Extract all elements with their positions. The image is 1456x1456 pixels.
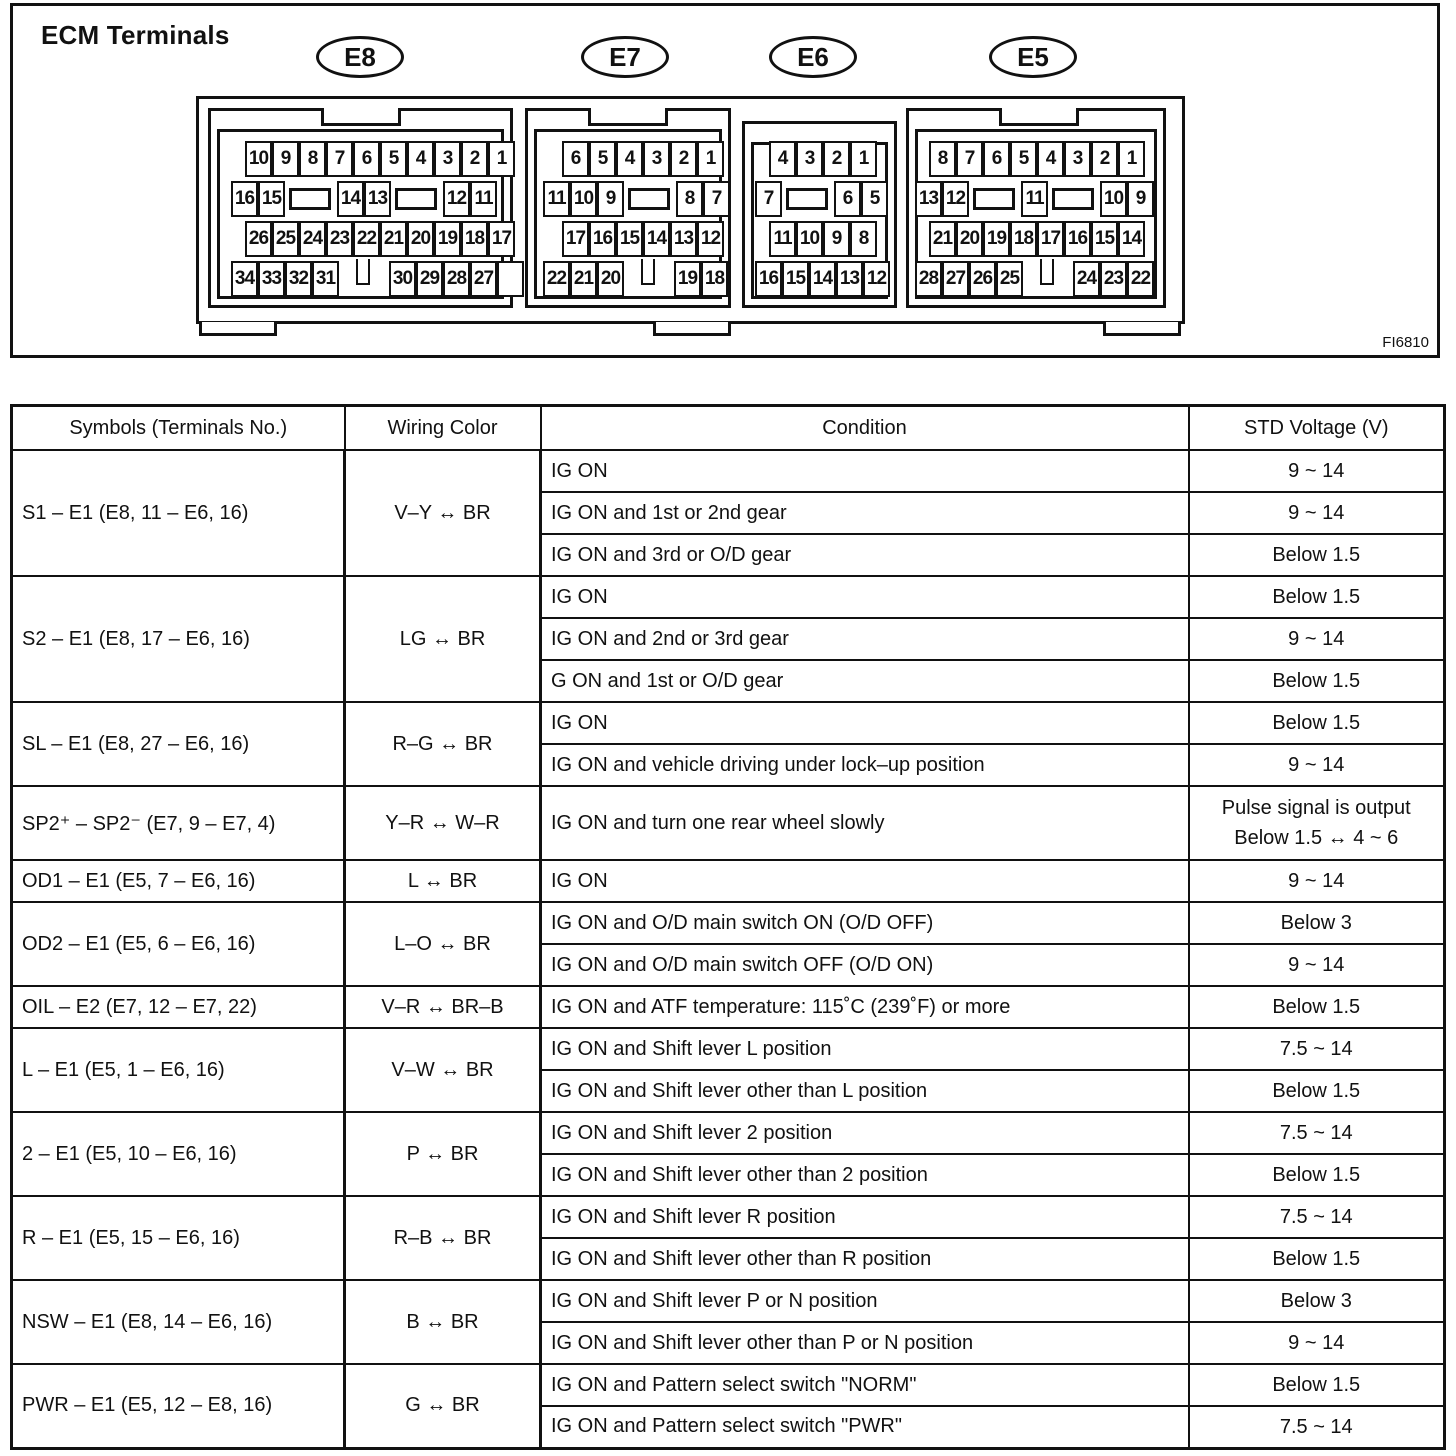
condition: IG ON and O/D main switch ON (O/D OFF): [541, 902, 1189, 944]
wiring-color: LG ↔ BR: [345, 576, 541, 702]
std-voltage: Below 3: [1189, 902, 1445, 944]
terminal-pin: 2: [823, 141, 850, 177]
connector-label-e6: E6: [769, 36, 857, 78]
condition: IG ON and 2nd or 3rd gear: [541, 618, 1189, 660]
std-voltage: 7.5 ~ 14: [1189, 1196, 1445, 1238]
terminal-pin: 5: [1010, 141, 1037, 177]
terminal-pin: 8: [676, 181, 703, 217]
terminal-pin: 8: [929, 141, 956, 177]
terminal-pin: 18: [701, 261, 728, 297]
terminal-pin: 7: [703, 181, 730, 217]
std-voltage: Below 1.5: [1189, 1154, 1445, 1196]
terminal-pin: 13: [836, 261, 863, 297]
terminal-pin: 23: [1100, 261, 1127, 297]
terminal-pin: 10: [1100, 181, 1127, 217]
std-voltage: 7.5 ~ 14: [1189, 1112, 1445, 1154]
table-row: [12, 576, 1445, 618]
std-voltage: 9 ~ 14: [1189, 450, 1445, 492]
terminal-pin: 20: [597, 261, 624, 297]
wiring-color: V–Y ↔ BR: [345, 450, 541, 576]
terminal-pin: 11: [470, 181, 497, 217]
terminal-symbol: S1 – E1 (E8, 11 – E6, 16): [12, 450, 345, 576]
condition: IG ON and Shift lever P or N position: [541, 1280, 1189, 1322]
connector-key-slot: [786, 188, 828, 210]
terminal-pin: 4: [769, 141, 796, 177]
terminal-pin: 26: [969, 261, 996, 297]
connector-e7: [525, 108, 731, 308]
wiring-color: G ↔ BR: [345, 1364, 541, 1448]
terminal-pin: 9: [823, 221, 850, 257]
terminal-symbol: R – E1 (E5, 15 – E6, 16): [12, 1196, 345, 1280]
diagram-title: ECM Terminals: [41, 20, 230, 50]
wiring-color: L ↔ BR: [345, 860, 541, 902]
terminal-symbol: SL – E1 (E8, 27 – E6, 16): [12, 702, 345, 786]
wiring-color: B ↔ BR: [345, 1280, 541, 1364]
terminal-pin: 5: [861, 181, 888, 217]
terminal-pin: 16: [1064, 221, 1091, 257]
std-voltage: Below 1.5: [1189, 660, 1445, 702]
std-voltage: Below 1.5: [1189, 576, 1445, 618]
terminal-pin: 11: [769, 221, 796, 257]
std-voltage: 9 ~ 14: [1189, 492, 1445, 534]
terminal-pin: 10: [796, 221, 823, 257]
terminal-pin: 20: [956, 221, 983, 257]
terminal-pin: 12: [863, 261, 890, 297]
terminal-pin: 19: [983, 221, 1010, 257]
condition: IG ON and Shift lever other than 2 position: [541, 1154, 1189, 1196]
terminal-pin: 6: [562, 141, 589, 177]
terminal-pin: 16: [231, 181, 258, 217]
connector-lock-notch: [641, 259, 655, 285]
condition: IG ON: [541, 576, 1189, 618]
terminal-pin: 9: [272, 141, 299, 177]
terminal-pin: 11: [1021, 181, 1048, 217]
terminal-pin: 3: [643, 141, 670, 177]
condition: IG ON and O/D main switch OFF (O/D ON): [541, 944, 1189, 986]
terminal-pin: 13: [915, 181, 942, 217]
wiring-color: L–O ↔ BR: [345, 902, 541, 986]
terminal-pin: 25: [996, 261, 1023, 297]
table-row: [12, 1028, 1445, 1070]
terminal-pin: 14: [643, 221, 670, 257]
terminal-symbol: S2 – E1 (E8, 17 – E6, 16): [12, 576, 345, 702]
terminal-pin: 22: [353, 221, 380, 257]
terminal-pin: 18: [461, 221, 488, 257]
table-row: [12, 786, 1445, 860]
header-symbols: Symbols (Terminals No.): [12, 406, 345, 451]
terminal-pin: 29: [416, 261, 443, 297]
std-voltage: 9 ~ 14: [1189, 744, 1445, 786]
header-condition: Condition: [541, 406, 1189, 451]
wiring-color: R–B ↔ BR: [345, 1196, 541, 1280]
terminal-pin: 3: [796, 141, 823, 177]
terminal-pin: 24: [1073, 261, 1100, 297]
condition: IG ON: [541, 702, 1189, 744]
terminal-symbol: L – E1 (E5, 1 – E6, 16): [12, 1028, 345, 1112]
terminal-pin: 5: [380, 141, 407, 177]
std-voltage: 7.5 ~ 14: [1189, 1028, 1445, 1070]
terminal-pin: 32: [285, 261, 312, 297]
std-voltage: Below 1.5: [1189, 534, 1445, 576]
condition: G ON and 1st or O/D gear: [541, 660, 1189, 702]
terminal-pin: 34: [231, 261, 258, 297]
std-voltage: Below 1.5: [1189, 1238, 1445, 1280]
terminal-pin: 24: [299, 221, 326, 257]
terminal-pin: 15: [1091, 221, 1118, 257]
wiring-color: R–G ↔ BR: [345, 702, 541, 786]
terminal-spec-table: [10, 404, 1446, 1450]
terminal-pin: 21: [570, 261, 597, 297]
terminal-pin: 21: [929, 221, 956, 257]
terminal-pin: 6: [983, 141, 1010, 177]
terminal-pin: 20: [407, 221, 434, 257]
terminal-pin: 13: [670, 221, 697, 257]
connector-label-e8: E8: [316, 36, 404, 78]
terminal-pin: 10: [570, 181, 597, 217]
terminal-pin: 31: [312, 261, 339, 297]
terminal-pin: 33: [258, 261, 285, 297]
terminal-pin: 15: [258, 181, 285, 217]
terminal-pin: 14: [1118, 221, 1145, 257]
table-row: [12, 1280, 1445, 1322]
connector-key-slot: [628, 188, 670, 210]
terminal-pin: 14: [337, 181, 364, 217]
terminal-pin: 28: [915, 261, 942, 297]
std-voltage: Below 1.5: [1189, 1070, 1445, 1112]
terminal-pin: 10: [245, 141, 272, 177]
terminal-symbol: 2 – E1 (E5, 10 – E6, 16): [12, 1112, 345, 1196]
table-row: [12, 1364, 1445, 1406]
terminal-pin: 25: [272, 221, 299, 257]
ecm-base-tab-left: [199, 322, 277, 336]
terminal-pin: 4: [1037, 141, 1064, 177]
terminal-pin: 15: [616, 221, 643, 257]
terminal-pin: 4: [407, 141, 434, 177]
connector-key-slot: [1052, 188, 1094, 210]
terminal-pin: 21: [380, 221, 407, 257]
terminal-pin: 17: [488, 221, 515, 257]
terminal-pin: 30: [389, 261, 416, 297]
terminal-pin: 14: [809, 261, 836, 297]
terminal-pin: 7: [755, 181, 782, 217]
terminal-pin: 11: [543, 181, 570, 217]
header-wiring-color: Wiring Color: [345, 406, 541, 451]
terminal-pin: [497, 261, 524, 297]
terminal-symbol: NSW – E1 (E8, 14 – E6, 16): [12, 1280, 345, 1364]
wiring-color: V–R ↔ BR–B: [345, 986, 541, 1028]
std-voltage: 9 ~ 14: [1189, 860, 1445, 902]
connector-lock-notch: [356, 259, 370, 285]
ecm-base-tab-right: [1103, 322, 1181, 336]
terminal-pin: 19: [434, 221, 461, 257]
std-voltage: [1189, 786, 1445, 860]
condition: IG ON and 3rd or O/D gear: [541, 534, 1189, 576]
table-row: [12, 902, 1445, 944]
header-std-voltage: STD Voltage (V): [1189, 406, 1445, 451]
wiring-color: P ↔ BR: [345, 1112, 541, 1196]
terminal-pin: 9: [597, 181, 624, 217]
connector-key-slot: [289, 188, 331, 210]
condition: IG ON and 1st or 2nd gear: [541, 492, 1189, 534]
table-header-row: [12, 406, 1445, 451]
terminal-pin: 8: [850, 221, 877, 257]
table-row: [12, 986, 1445, 1028]
condition: IG ON and Pattern select switch "NORM": [541, 1364, 1189, 1406]
terminal-symbol: SP2⁺ – SP2⁻ (E7, 9 – E7, 4): [12, 786, 345, 860]
connector-e8: [208, 108, 513, 308]
terminal-pin: 7: [326, 141, 353, 177]
condition: IG ON and Shift lever L position: [541, 1028, 1189, 1070]
condition: IG ON and turn one rear wheel slowly: [541, 786, 1189, 860]
terminal-pin: 2: [670, 141, 697, 177]
terminal-pin: 12: [443, 181, 470, 217]
terminal-pin: 22: [1127, 261, 1154, 297]
std-voltage: 7.5 ~ 14: [1189, 1406, 1445, 1448]
terminal-pin: 2: [461, 141, 488, 177]
terminal-pin: 2: [1091, 141, 1118, 177]
table-body: [12, 450, 1445, 1448]
connector-e6: [742, 121, 897, 308]
terminal-pin: 16: [589, 221, 616, 257]
terminal-symbol: OD2 – E1 (E5, 6 – E6, 16): [12, 902, 345, 986]
terminal-symbol: OIL – E2 (E7, 12 – E7, 22): [12, 986, 345, 1028]
terminal-pin: 12: [942, 181, 969, 217]
std-voltage: Below 1.5: [1189, 986, 1445, 1028]
table-row: [12, 1112, 1445, 1154]
terminal-pin: 1: [850, 141, 877, 177]
terminal-pin: 5: [589, 141, 616, 177]
terminal-pin: 12: [697, 221, 724, 257]
figure-id: FI6810: [1382, 334, 1429, 351]
terminal-pin: 8: [299, 141, 326, 177]
condition: IG ON: [541, 450, 1189, 492]
terminal-pin: 6: [834, 181, 861, 217]
std-voltage: 9 ~ 14: [1189, 944, 1445, 986]
condition: IG ON: [541, 860, 1189, 902]
std-voltage: 9 ~ 14: [1189, 618, 1445, 660]
terminal-pin: 13: [364, 181, 391, 217]
connector-e5: [906, 108, 1166, 308]
terminal-pin: 3: [1064, 141, 1091, 177]
condition: IG ON and ATF temperature: 115˚C (239˚F) or more: [541, 986, 1189, 1028]
terminal-pin: 15: [782, 261, 809, 297]
terminal-pin: 1: [1118, 141, 1145, 177]
terminal-pin: 23: [326, 221, 353, 257]
terminal-pin: 17: [1037, 221, 1064, 257]
connector-lock-notch: [1040, 259, 1054, 285]
condition: IG ON and Shift lever 2 position: [541, 1112, 1189, 1154]
terminal-pin: 27: [470, 261, 497, 297]
terminal-pin: 27: [942, 261, 969, 297]
terminal-pin: 7: [956, 141, 983, 177]
terminal-pin: 6: [353, 141, 380, 177]
table-row: [12, 1196, 1445, 1238]
terminal-pin: 3: [434, 141, 461, 177]
connector-key-slot: [973, 188, 1015, 210]
connector-label-e7: E7: [581, 36, 669, 78]
terminal-pin: 28: [443, 261, 470, 297]
condition: IG ON and Shift lever other than P or N position: [541, 1322, 1189, 1364]
terminal-pin: 19: [674, 261, 701, 297]
condition: IG ON and Pattern select switch "PWR": [541, 1406, 1189, 1448]
terminal-symbol: PWR – E1 (E5, 12 – E8, 16): [12, 1364, 345, 1448]
terminal-pin: 18: [1010, 221, 1037, 257]
terminal-pin: 16: [755, 261, 782, 297]
std-voltage: Below 1.5: [1189, 1364, 1445, 1406]
terminal-symbol: OD1 – E1 (E5, 7 – E6, 16): [12, 860, 345, 902]
terminal-pin: 1: [697, 141, 724, 177]
table-row: [12, 860, 1445, 902]
terminal-pin: 22: [543, 261, 570, 297]
terminal-pin: 4: [616, 141, 643, 177]
wiring-color: Y–R ↔ W–R: [345, 786, 541, 860]
condition: IG ON and vehicle driving under lock–up position: [541, 744, 1189, 786]
wiring-color: V–W ↔ BR: [345, 1028, 541, 1112]
terminal-pin: 1: [488, 141, 515, 177]
ecm-base-tab-center: [653, 322, 731, 336]
table-row: [12, 702, 1445, 744]
connector-label-e5: E5: [989, 36, 1077, 78]
terminal-pin: 17: [562, 221, 589, 257]
table-row: [12, 450, 1445, 492]
terminal-pin: 9: [1127, 181, 1154, 217]
condition: IG ON and Shift lever R position: [541, 1196, 1189, 1238]
connector-key-slot: [395, 188, 437, 210]
ecm-connector-diagram: [10, 3, 1440, 358]
std-voltage: Below 3: [1189, 1280, 1445, 1322]
std-voltage: 9 ~ 14: [1189, 1322, 1445, 1364]
condition: IG ON and Shift lever other than L position: [541, 1070, 1189, 1112]
condition: IG ON and Shift lever other than R position: [541, 1238, 1189, 1280]
terminal-pin: 26: [245, 221, 272, 257]
std-voltage: Below 1.5: [1189, 702, 1445, 744]
std-voltage-line: Below 1.5 ↔ 4 ~ 6: [1234, 827, 1399, 849]
std-voltage-line: Pulse signal is output: [1221, 797, 1411, 819]
